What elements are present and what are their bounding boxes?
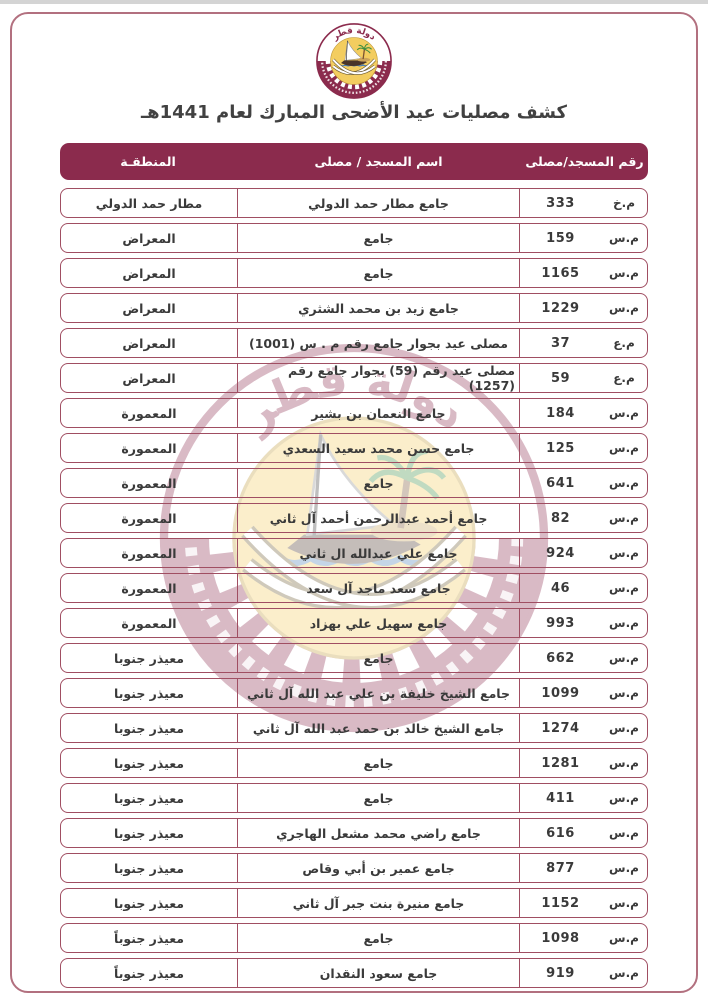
- table-row: [60, 643, 648, 673]
- mosque-number: 333: [546, 195, 575, 211]
- mosque-type-prefix: م.س: [609, 791, 639, 805]
- mosque-name-cell: جامع منيرة بنت جبر آل ثاني: [237, 889, 519, 917]
- table-row: [60, 783, 648, 813]
- mosque-type-prefix: م.س: [609, 686, 639, 700]
- region-cell: المعمورة: [121, 440, 177, 456]
- mosque-type-prefix: م.ع: [613, 336, 635, 350]
- table-row: [60, 328, 648, 358]
- mosque-number: 125: [546, 440, 575, 456]
- table-row: [60, 293, 648, 323]
- mosque-number-cell: [519, 469, 647, 497]
- mosque-name-cell: جامع مطار حمد الدولي: [237, 189, 519, 217]
- mosque-type-prefix: م.س: [609, 546, 639, 560]
- mosque-number-cell: [519, 189, 647, 217]
- mosque-number: 37: [550, 335, 571, 351]
- region-cell: المعراض: [122, 265, 176, 281]
- mosque-type-prefix: م.س: [609, 441, 639, 455]
- mosque-name-cell: جامع النعمان بن بشير: [237, 399, 519, 427]
- mosque-number: 924: [546, 545, 575, 561]
- mosque-number: 411: [546, 790, 575, 806]
- table-row: [60, 573, 648, 603]
- region-cell: المعراض: [122, 230, 176, 246]
- mosque-name-cell: جامع راضي محمد مشعل الهاجري: [237, 819, 519, 847]
- mosque-number-cell: [519, 819, 647, 847]
- mosque-name-cell: جامع الشيخ خليفة بن علي عبد الله آل ثاني: [237, 679, 519, 707]
- table-row: [60, 398, 648, 428]
- region-cell: معيذر جنوبا: [114, 720, 185, 736]
- region-cell: المعراض: [122, 335, 176, 351]
- mosque-type-prefix: م.س: [609, 966, 639, 980]
- mosque-number-cell: [519, 924, 647, 952]
- mosque-number: 1099: [541, 685, 580, 701]
- table-row: [60, 223, 648, 253]
- mosque-name-cell: جامع سعد ماجد آل سعد: [237, 574, 519, 602]
- mosque-name-cell: جامع: [237, 644, 519, 672]
- mosque-type-prefix: م.ع: [613, 371, 635, 385]
- table-body: [60, 188, 648, 993]
- table-row: [60, 853, 648, 883]
- mosque-number: 82: [550, 510, 571, 526]
- table-row: [60, 713, 648, 743]
- region-cell: معيذر جنوبا: [114, 895, 185, 911]
- mosque-number-cell: [519, 399, 647, 427]
- region-cell: معيذر جنوباً: [114, 930, 185, 946]
- mosque-type-prefix: م.س: [609, 511, 639, 525]
- scan-top-edge: [0, 0, 708, 4]
- mosque-type-prefix: م.س: [609, 896, 639, 910]
- table-row: [60, 538, 648, 568]
- qatar-emblem-logo: [0, 22, 708, 100]
- region-cell: معيذر جنوبا: [114, 650, 185, 666]
- mosque-number-cell: [519, 504, 647, 532]
- mosque-type-prefix: م.س: [609, 616, 639, 630]
- region-cell: معيذر جنوبا: [114, 755, 185, 771]
- mosque-type-prefix: م.س: [609, 721, 639, 735]
- table-row: [60, 958, 648, 988]
- mosque-type-prefix: م.س: [609, 581, 639, 595]
- mosque-number: 616: [546, 825, 575, 841]
- mosque-type-prefix: م.س: [609, 476, 639, 490]
- mosque-number-cell: [519, 329, 647, 357]
- region-cell: المعراض: [122, 370, 176, 386]
- mosque-number-cell: [519, 959, 647, 987]
- mosque-type-prefix: م.خ: [612, 196, 635, 210]
- mosque-number-cell: [519, 224, 647, 252]
- mosque-number-cell: [519, 259, 647, 287]
- mosque-number: 1274: [541, 720, 580, 736]
- region-cell: المعراض: [122, 300, 176, 316]
- mosque-type-prefix: م.س: [609, 231, 639, 245]
- region-cell: المعمورة: [121, 475, 177, 491]
- region-cell: معيذر جنوبا: [114, 685, 185, 701]
- mosque-number: 641: [546, 475, 575, 491]
- mosque-number: 159: [546, 230, 575, 246]
- table-row: [60, 468, 648, 498]
- mosque-name-cell: جامع: [237, 749, 519, 777]
- mosque-number: 662: [546, 650, 575, 666]
- mosque-name-cell: مصلى عيد رقم (59) بجوار جامع رقم (1257): [237, 364, 519, 392]
- mosque-type-prefix: م.س: [609, 406, 639, 420]
- mosque-number: 1281: [541, 755, 580, 771]
- region-cell: معيذر جنوبا: [114, 825, 185, 841]
- mosque-name-cell: جامع: [237, 924, 519, 952]
- mosque-number-cell: [519, 714, 647, 742]
- mosque-name-cell: جامع: [237, 469, 519, 497]
- mosque-number: 46: [550, 580, 571, 596]
- mosque-name-cell: جامع: [237, 224, 519, 252]
- mosque-type-prefix: م.س: [609, 826, 639, 840]
- table-row: [60, 433, 648, 463]
- mosque-type-prefix: م.س: [609, 756, 639, 770]
- region-cell: المعمورة: [121, 615, 177, 631]
- mosque-number-cell: [519, 644, 647, 672]
- mosque-number: 1229: [541, 300, 580, 316]
- mosque-number-cell: [519, 889, 647, 917]
- region-cell: المعمورة: [121, 580, 177, 596]
- table-row: [60, 258, 648, 288]
- mosque-name-cell: جامع: [237, 259, 519, 287]
- mosque-number-cell: [519, 434, 647, 462]
- mosque-number-cell: [519, 574, 647, 602]
- region-cell: معيذر جنوباً: [114, 965, 185, 981]
- mosque-type-prefix: م.س: [609, 651, 639, 665]
- table-row: [60, 363, 648, 393]
- table-row: [60, 678, 648, 708]
- table-row: [60, 923, 648, 953]
- mosque-number: 877: [546, 860, 575, 876]
- mosque-name-cell: جامع الشيخ خالد بن حمد عبد الله آل ثاني: [237, 714, 519, 742]
- mosque-type-prefix: م.س: [609, 301, 639, 315]
- region-cell: المعمورة: [121, 510, 177, 526]
- mosque-number-cell: [519, 294, 647, 322]
- mosque-number: 919: [546, 965, 575, 981]
- mosque-name-cell: مصلى عيد بجوار جامع رقم م . س (1001): [237, 329, 519, 357]
- mosque-name-cell: جامع سهيل علي بهزاد: [237, 609, 519, 637]
- table-row: [60, 818, 648, 848]
- mosque-number-cell: [519, 364, 647, 392]
- mosque-name-cell: جامع علي عبدالله ال ثاني: [237, 539, 519, 567]
- mosque-name-cell: جامع: [237, 784, 519, 812]
- table-row: [60, 888, 648, 918]
- mosque-number-cell: [519, 749, 647, 777]
- mosque-name-cell: جامع عمير بن أبي وقاص: [237, 854, 519, 882]
- region-cell: معيذر جنوبا: [114, 790, 185, 806]
- mosque-number: 1165: [541, 265, 580, 281]
- qatar-state-emblem-icon: [315, 22, 393, 100]
- header-mosque-number: رقم المسجد/مصلى: [525, 154, 644, 169]
- mosque-number-cell: [519, 784, 647, 812]
- mosque-number-cell: [519, 854, 647, 882]
- mosque-number: 184: [546, 405, 575, 421]
- region-cell: المعمورة: [121, 545, 177, 561]
- mosque-name-cell: جامع زيد بن محمد الشثري: [237, 294, 519, 322]
- mosque-number: 993: [546, 615, 575, 631]
- mosque-name-cell: جامع أحمد عبدالرحمن أحمد آل ثاني: [237, 504, 519, 532]
- mosque-name-cell: جامع سعود النقدان: [237, 959, 519, 987]
- header-mosque-name: اسم المسجد / مصلى: [314, 154, 443, 169]
- table-row: [60, 608, 648, 638]
- table-row: [60, 748, 648, 778]
- mosque-number-cell: [519, 539, 647, 567]
- mosque-type-prefix: م.س: [609, 931, 639, 945]
- mosque-name-cell: جامع حسن محمد سعيد السعدي: [237, 434, 519, 462]
- mosque-number: 1098: [541, 930, 580, 946]
- region-cell: المعمورة: [121, 405, 177, 421]
- mosque-number-cell: [519, 609, 647, 637]
- mosque-number: 59: [550, 370, 571, 386]
- page-title: كشف مصليات عيد الأضحى المبارك لعام 1441هـ: [140, 102, 568, 123]
- mosque-type-prefix: م.س: [609, 266, 639, 280]
- mosque-number: 1152: [541, 895, 580, 911]
- region-cell: مطار حمد الدولي: [95, 195, 203, 211]
- mosque-number-cell: [519, 679, 647, 707]
- header-region: المنطقـة: [120, 154, 176, 169]
- table-header-row: [60, 143, 648, 180]
- region-cell: معيذر جنوبا: [114, 860, 185, 876]
- table-row: [60, 188, 648, 218]
- table-row: [60, 503, 648, 533]
- mosque-type-prefix: م.س: [609, 861, 639, 875]
